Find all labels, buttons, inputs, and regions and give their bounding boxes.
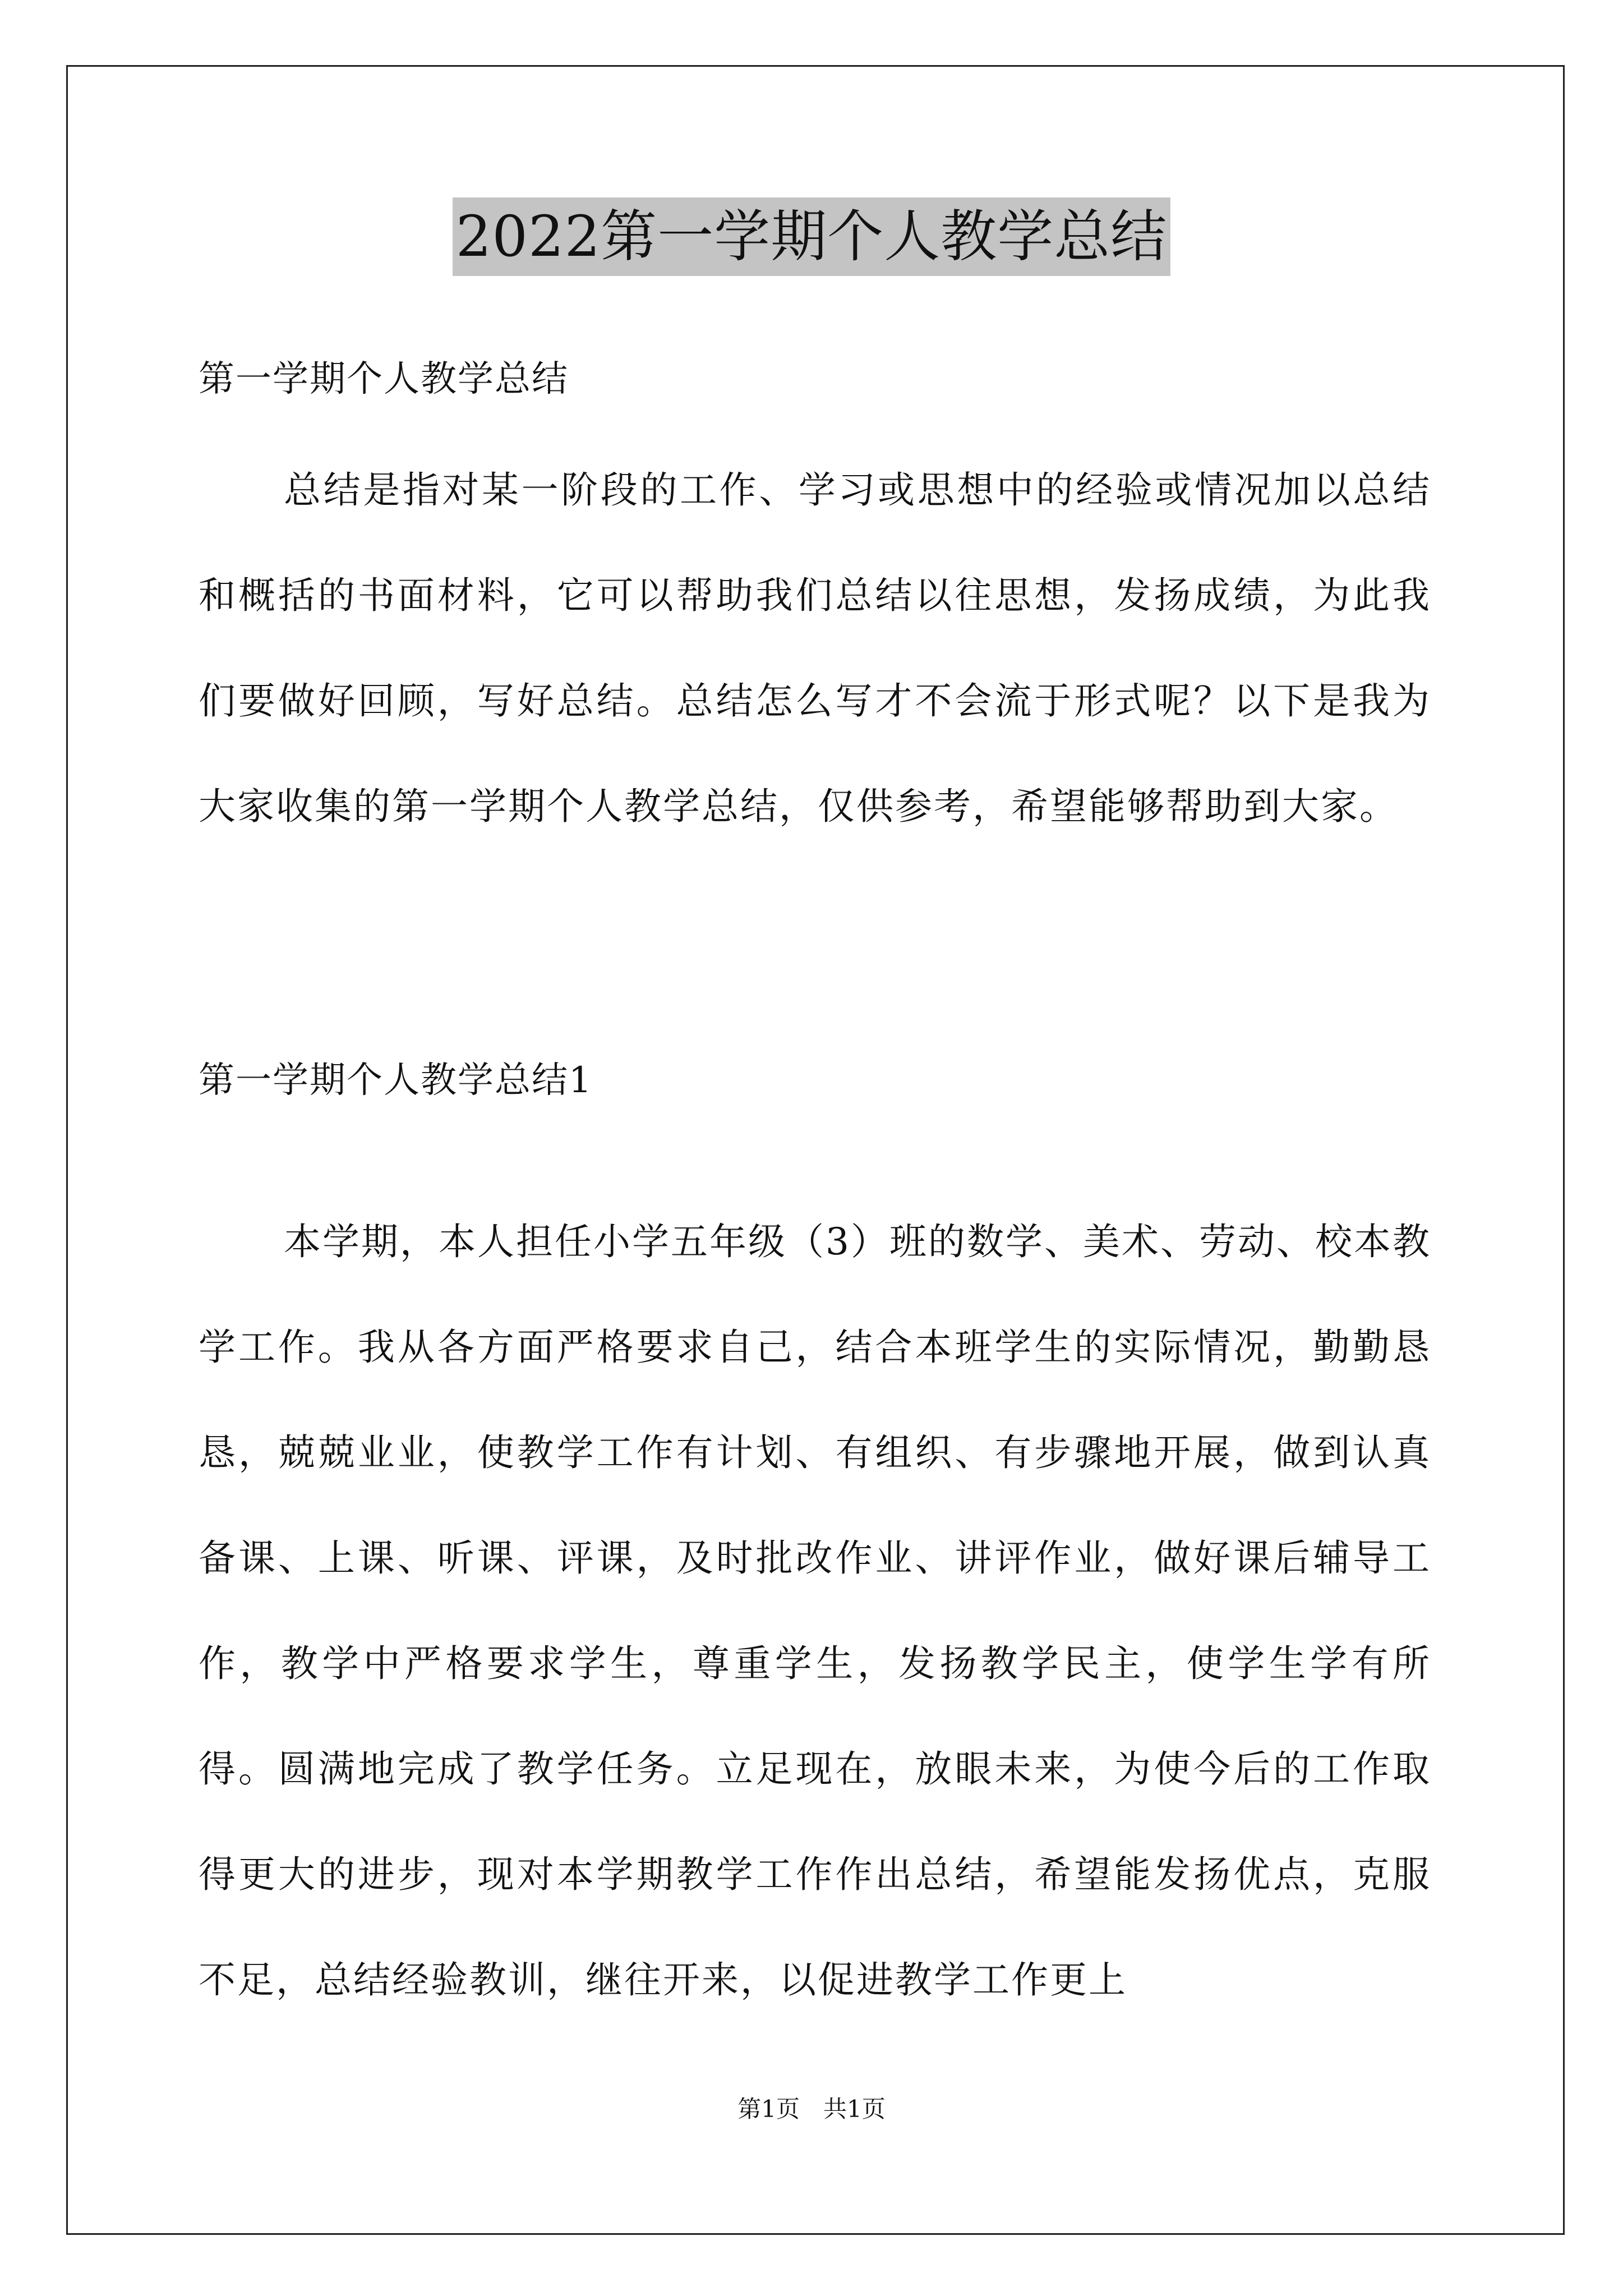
document-subtitle: 第一学期个人教学总结 (199, 358, 569, 400)
page-footer: 第1页 共1页 (737, 2095, 886, 2123)
section-1-paragraph: 本学期，本人担任小学五年级（3）班的数学、美术、劳动、校本教学工作。我从各方面严格要求自己，结合本班学生的实际情况，勤勤恳恳，兢兢业业，使教学工作有计划、有组织、有步骤地开展，做到认真备课、上课、听课、评课，及时批改作业、讲评作业，做好课后辅导工作，教学中严格要求学生，尊重学生，发扬教学民主，使学生学有所得。圆满地完成了教学任务。立足现在，放眼未来，为使今后的工作取得更大的进步，现对本学期教学工作作出总结，希望能发扬优点，克服不足，总结经验教训，继往开来，以促进教学工作更上 (199, 1220, 1431, 2001)
document-title (0, 197, 1623, 276)
intro-paragraph: 总结是指对某一阶段的工作、学习或思想中的经验或情况加以总结和概括的书面材料，它可以帮助我们总结以往思想，发扬成绩，为此我们要做好回顾，写好总结。总结怎么写才不会流于形式呢？以下是我为大家收集的第一学期个人教学总结，仅供参考，希望能够帮助到大家。 (199, 468, 1431, 828)
section-heading-1: 第一学期个人教学总结1 (199, 1060, 593, 1101)
document-title-text: 2022第一学期个人教学总结 (453, 197, 1171, 276)
